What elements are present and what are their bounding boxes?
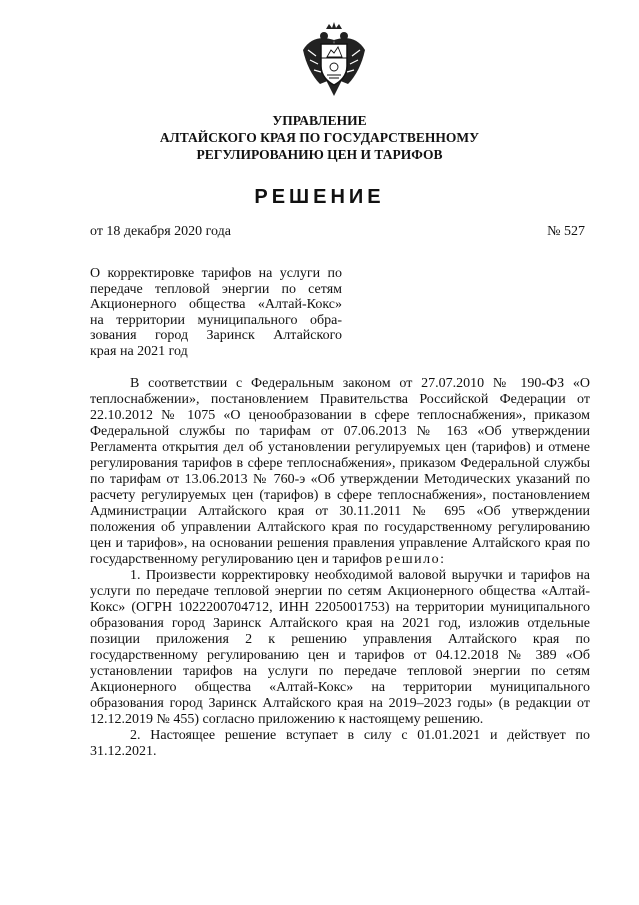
preamble-text: В соответствии с Федеральным законом от 27.07.2010 № 190-ФЗ «О теплоснабжении», постановлением Правительства Российской Федерации от 22.10.2012 № 1075 «О ценообразовании в сфере теплоснабжения», приказом Федеральной службы по тарифам от 07.06.2013 № 163 «Об утверждении Регламента открытия дел об установлении регулируемых цен (тарифов) и отмене регулирования тарифов в сфере теплоснабжения», приказом Федеральной службы по тарифам от 13.06.2013 № 760-э «Об утверждении Методических указаний по расчету регулируемых цен (тарифов) в сфере теплоснабжения», постановлением Администрации Алтайского края от 30.11.2011 № 695 «Об утверждении положения об управлении Алтайского края по государственному регулированию цен и тарифов», на основании решения правления управление Алтайского края по государственному регулированию цен и тарифов [90,376,590,567]
subject-line: на территории муниципального обра- [90,312,342,328]
document-body [90,376,590,760]
document-date: от 18 декабря 2020 года [90,224,231,239]
decision-word: решило: [385,552,446,567]
document-subject [90,266,342,360]
coat-of-arms-icon [300,20,368,98]
agency-line-1: УПРАВЛЕНИЕ [272,113,367,128]
document-type-title: РЕШЕНИЕ [254,186,385,208]
document-number: № 527 [547,224,585,239]
subject-line: края на 2021 год [90,343,188,359]
agency-line-2: АЛТАЙСКОГО КРАЯ ПО ГОСУДАРСТВЕННОМУ [159,130,480,145]
subject-line: О корректировке тарифов на услуги по [90,266,342,281]
agency-line-3: РЕГУЛИРОВАНИЮ ЦЕН И ТАРИФОВ [196,147,443,162]
subject-line: Акционерного общества «Алтай-Кокс» [90,297,342,313]
preamble-paragraph [90,376,590,568]
decision-item-2: 2. Настоящее решение вступает в силу с 01.01.2021 и действует по 31.12.2021. [90,728,590,759]
decision-item-1: 1. Произвести корректировку необходимой валовой выручки и тарифов на услуги по передаче тепловой энергии по сетям Акционерного общества «Алтай-Кокс» (ОГРН 1022200704712, ИНН 2205001753) на территории муниципального образования город Заринск Алтайского края на 2021 год, изложив отдельные позиции приложения 2 к решению управления Алтайского края по государственному регулированию цен и тарифов от 04.12.2018 № 389 «Об установлении тарифов на услуги по передаче тепловой энергии по сетям Акционерного общества «Алтай-Кокс» на территории муниципального образования город Заринск Алтайского края на 2019–2023 годы» (в редакции от 12.12.2019 № 455) согласно приложению к настоящему решению. [90,568,590,727]
subject-line: зования город Заринск Алтайского [90,328,342,344]
subject-line: передаче тепловой энергии по сетям [90,281,342,297]
agency-name [0,112,639,163]
